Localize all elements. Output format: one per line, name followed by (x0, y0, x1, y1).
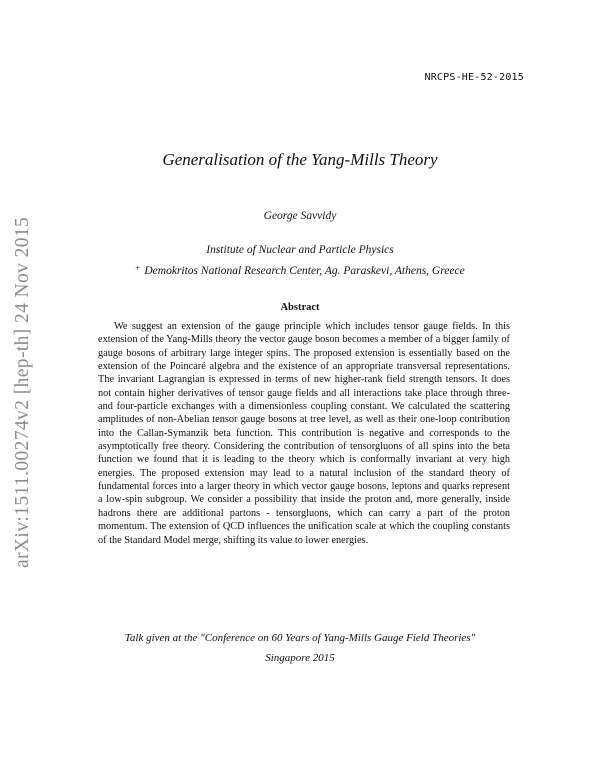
affiliation-institute: Institute of Nuclear and Particle Physics (206, 244, 394, 256)
abstract-body: We suggest an extension of the gauge principle which includes tensor gauge fields. In this extension of the Yang-Mills theory the vector gauge boson becomes a member of a bigger family of gauge bosons of arbitrary large integer spins. The proposed extension is essentially based on the extension of the Poincaré algebra and the existence of an appropriate transversal representations. The invariant Lagrangian is expressed in terms of new higher-rank field strength tensors. It does not contain higher derivatives of tensor gauge fields and all interactions take place through three- and four-particle exchanges with a dimensionless coupling constant. We calculated the scattering amplitudes of non-Abelian tensor gauge bosons at tree level, as well as their one-loop contribution into the Callan-Symanzik beta function. This contribution is negative and corresponds to the asymptotically free theory. Considering the contribution of tensorgluons of all spins into the beta function we found that it is leading to the theory which is conformally invariant at very high energies. The proposed extension may lead to a natural inclusion of the standard theory of fundamental forces into a larger theory in which vector gauge bosons, leptons and quarks represent a low-spin subgroup. We consider a possibility that inside the proton and, more generally, inside hadrons there are additional partons - tensorgluons, which can carry a part of the proton momentum. The extension of QCD influences the unification scale at which the coupling constants of the Standard Model merge, shifting its value to lower energies. (98, 321, 510, 546)
conference-location: Singapore 2015 (265, 652, 335, 664)
report-number: NRCPS-HE-52-2015 (424, 72, 524, 83)
conference-note: Talk given at the "Conference on 60 Years of Yang-Mills Gauge Field Theories" (124, 632, 476, 644)
paper-title: Generalisation of the Yang-Mills Theory (162, 150, 438, 169)
author-name: George Savvidy (263, 210, 337, 222)
affiliation-marker: + (135, 263, 141, 273)
affiliation-center (0, 263, 600, 277)
abstract-heading: Abstract (280, 302, 320, 313)
affiliation-center-text: Demokritos National Research Center, Ag. Paraskevi, Athens, Greece (144, 265, 465, 277)
arxiv-stamp: arXiv:1511.00274v2 [hep-th] 24 Nov 2015 (12, 216, 33, 568)
